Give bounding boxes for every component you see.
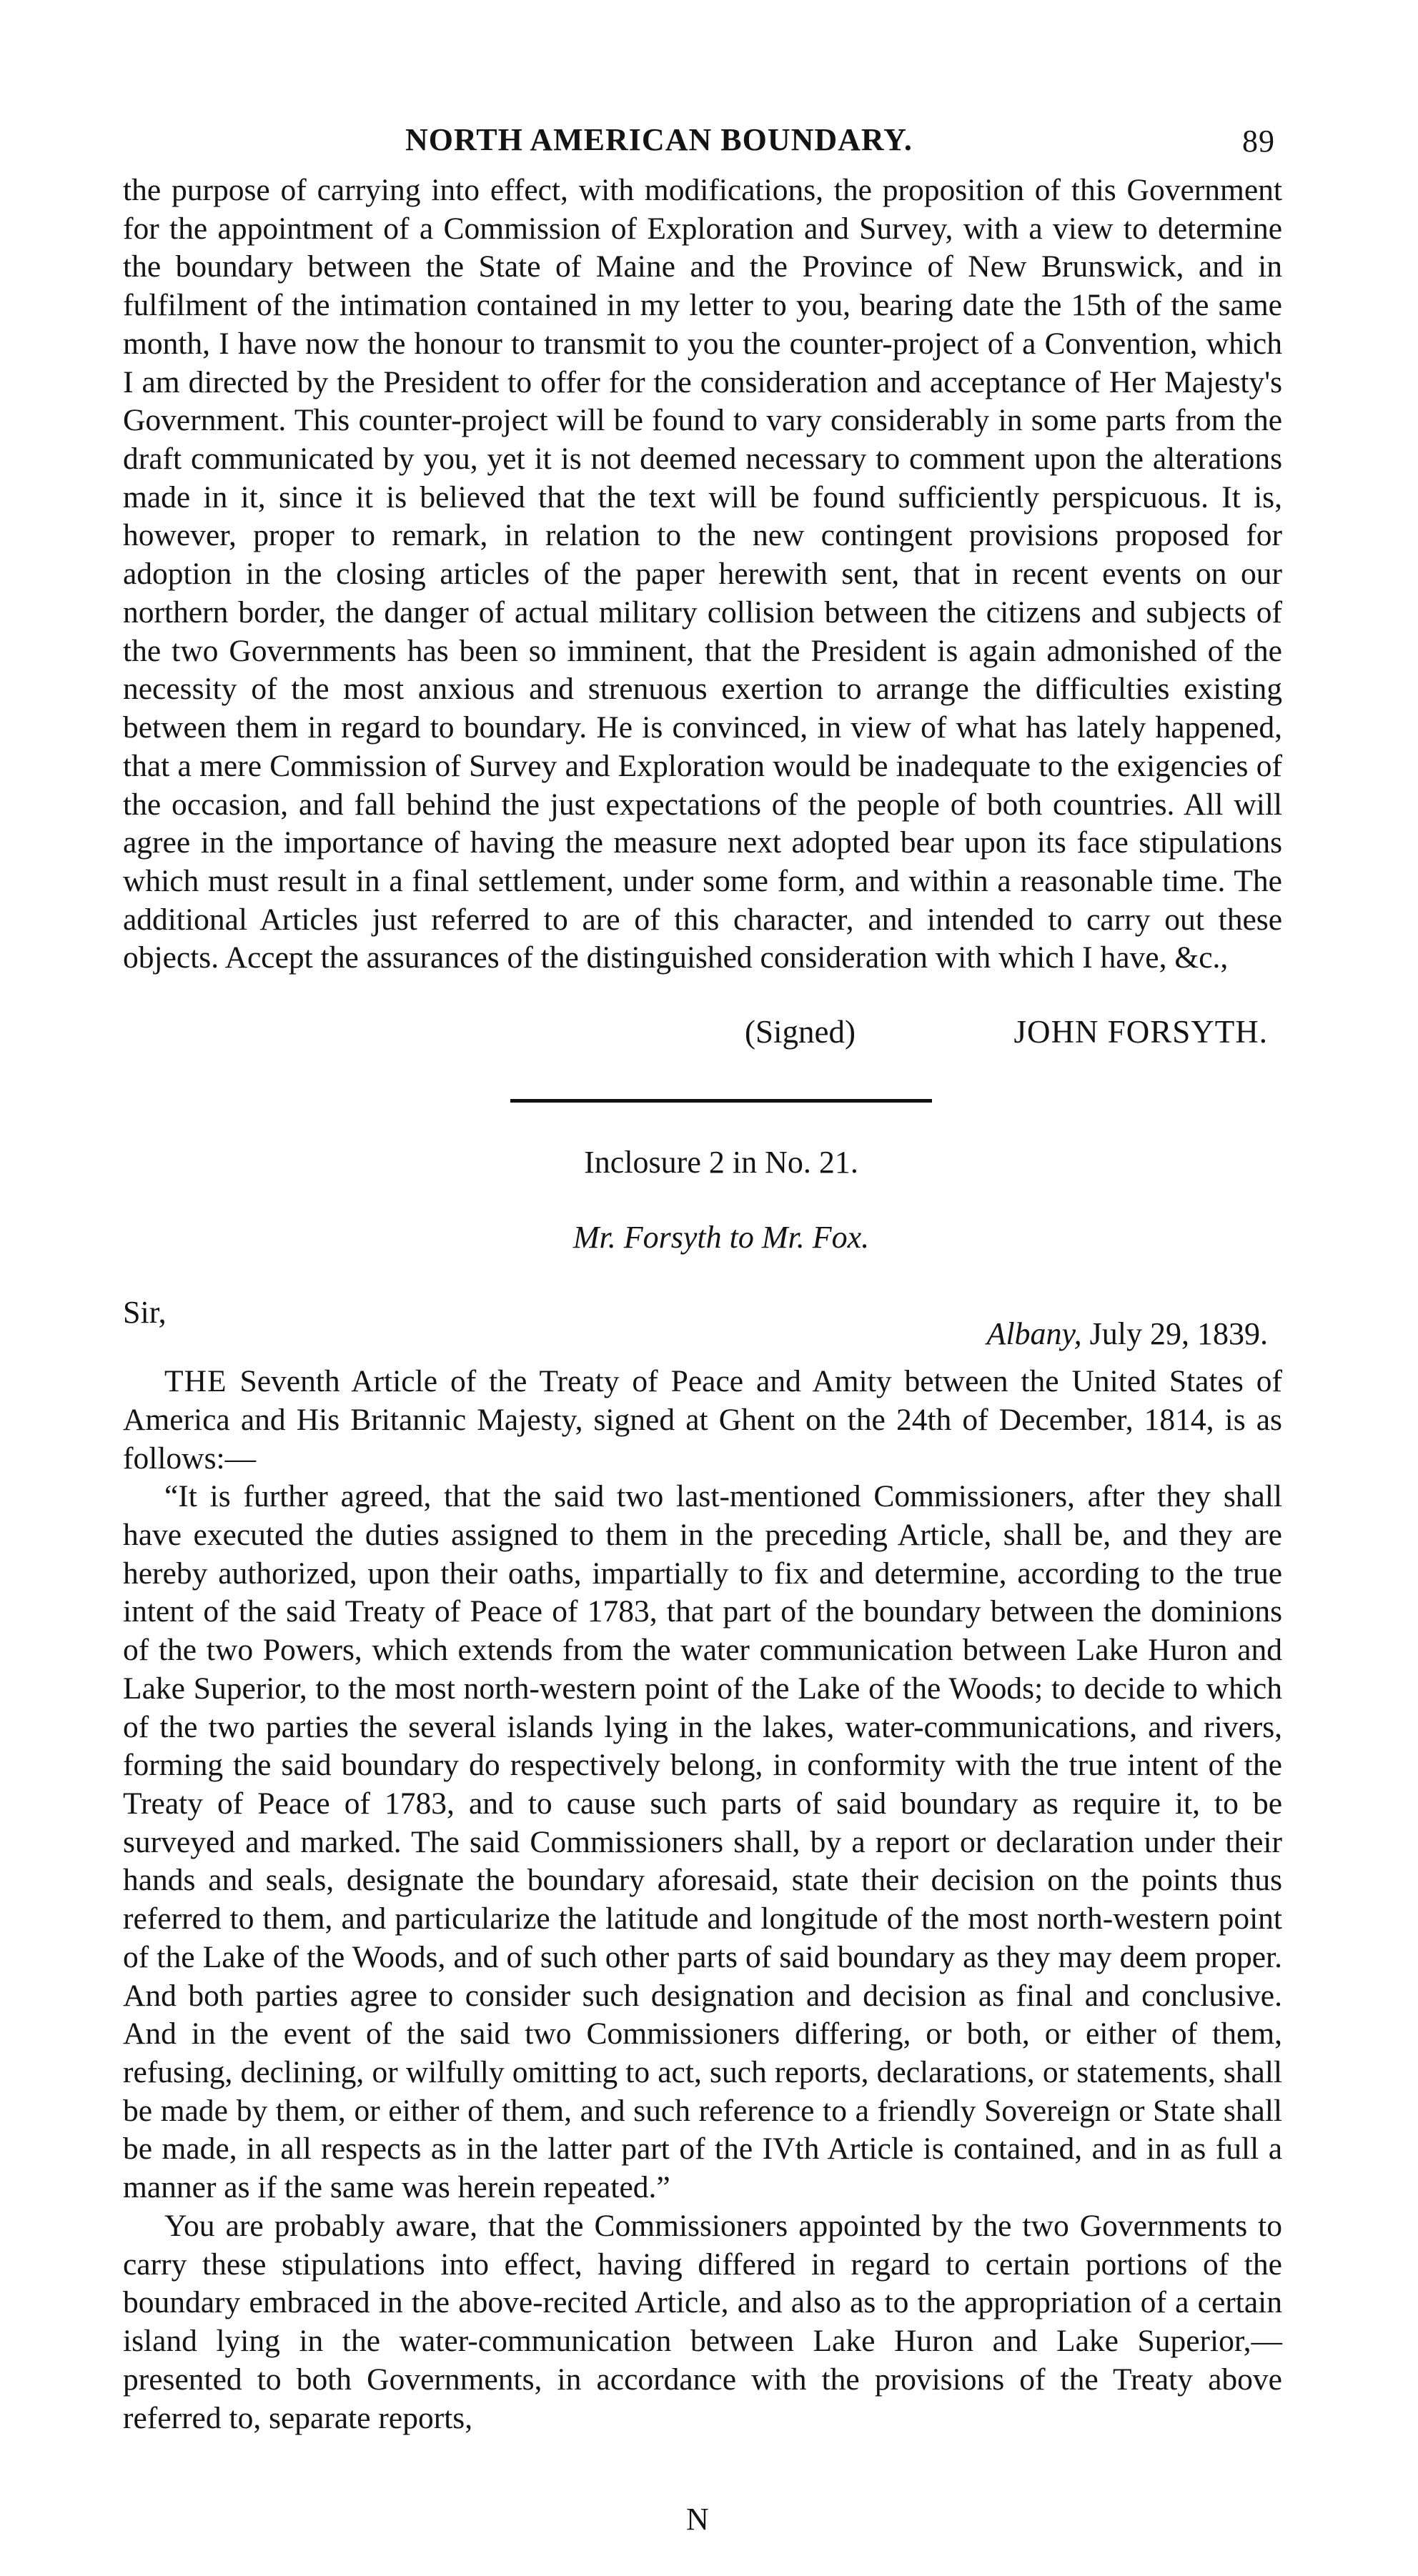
salutation: Sir, [123,1295,167,1331]
letter-body [123,1363,1282,2437]
inclosure-heading: Inclosure 2 in No. 21. [584,1145,858,1180]
salutation-block [123,1284,1282,1363]
page-number: 89 [1242,124,1275,159]
letter-paragraph-1 [123,1363,1282,1478]
running-head [123,107,1282,171]
dateline [986,1316,1268,1352]
dateline-place: Albany, [986,1316,1082,1352]
first-word: THE [164,1364,227,1399]
signer-name: JOHN FORSYTH. [1013,1014,1268,1050]
dateline-date: July 29, 1839. [1089,1316,1268,1352]
running-title: NORTH AMERICAN BOUNDARY. [405,122,913,157]
paragraph-1-text: Seventh Article of the Treaty of Peace and Amity between the United States of America and His Britannic Majesty, signed at Ghent on the 24th of December, 1814, is as follows:— [123,1364,1282,1476]
section-divider [510,1099,932,1103]
opening-paragraph: the purpose of carrying into effect, with modifications, the proposition of this Government for the appointment of a Commission of Exploration and Survey, with a view to determine the boundary between the State of Maine and the Province of New Brunswick, and in fulfilment of the intimation contained in my letter to you, bearing date the 15th of the same month, I have now the honour to transmit to you the counter-project of a Convention, which I am directed by the President to offer for the consideration and acceptance of Her Majesty's Government. This counter-project will be found to vary considerably in some parts from the draft communicated by you, yet it is not deemed necessary to comment upon the alterations made in it, since it is believed that the text will be found sufficiently perspicuous. It is, however, proper to remark, in relation to the new contingent provisions proposed for adoption in the closing articles of the paper herewith sent, that in recent events on our northern border, the danger of actual military collision between the citizens and subjects of the two Governments has been so imminent, that the President is again admonished of the necessity of the most anxious and strenuous exertion to arrange the difficulties existing between them in regard to boundary. He is convinced, in view of what has lately happened, that a mere Commission of Survey and Exploration would be inadequate to the exigencies of the occasion, and fall behind the just expectations of the people of both countries. All will agree in the importance of having the measure next adopted bear upon its face stipulations which must result in a final settlement, under some form, and within a reasonable time. The additional Articles just referred to are of this character, and intended to carry out these objects. Accept the assurances of the distinguished consideration with which I have, &c., [123,173,1282,975]
letter-heading: Mr. Forsyth to Mr. Fox. [572,1220,870,1255]
signed-label: (Signed) [745,1014,856,1050]
signature-mark: N [686,2502,709,2537]
signature-line [123,1006,1282,1075]
letter-paragraph-2: You are probably aware, that the Commissioners appointed by the two Governments to carry these stipulations into effect, having differed in regard to certain portions of the boundary embraced in the above-recited Article, and also as to the appropriation of a certain island lying in the water-communication between Lake Huron and Lake Superior,—presented to both Governments, in accordance with the provisions of the Treaty above referred to, separate reports, [123,2208,1282,2435]
treaty-quotation: “It is further agreed, that the said two last-mentioned Commissioners, after they shall have executed the duties assigned to them in the preceding Article, shall be, and they are hereby authorized, upon their oaths, impartially to fix and determine, according to the true intent of the said Treaty of Peace of 1783, that part of the boundary between the dominions of the two Powers, which extends from the water communication between Lake Huron and Lake Superior, to the most north-western point of the Lake of the Woods; to decide to which of the two parties the several islands lying in the lakes, water-communications, and rivers, forming the said boundary do respectively belong, in conformity with the true intent of the Treaty of Peace of 1783, and to cause such parts of said boundary as require it, to be surveyed and marked. The said Commissioners shall, by a report or declaration under their hands and seals, designate the boundary aforesaid, state their decision on the points thus referred to them, and particularize the latitude and longitude of the most north-western point of the Lake of the Woods, and of such other parts of said boundary as they may deem proper. And both parties agree to consider such designation and decision as final and conclusive. And in the event of the said two Commissioners differing, or both, or either of them, refusing, declining, or wilfully omitting to act, such reports, declarations, or statements, shall be made by them, or either of them, and such reference to a friendly Sovereign or State shall be made, in all respects as in the latter part of the IVth Article is contained, and in as full a manner as if the same was herein repeated.” [123,1479,1282,2205]
